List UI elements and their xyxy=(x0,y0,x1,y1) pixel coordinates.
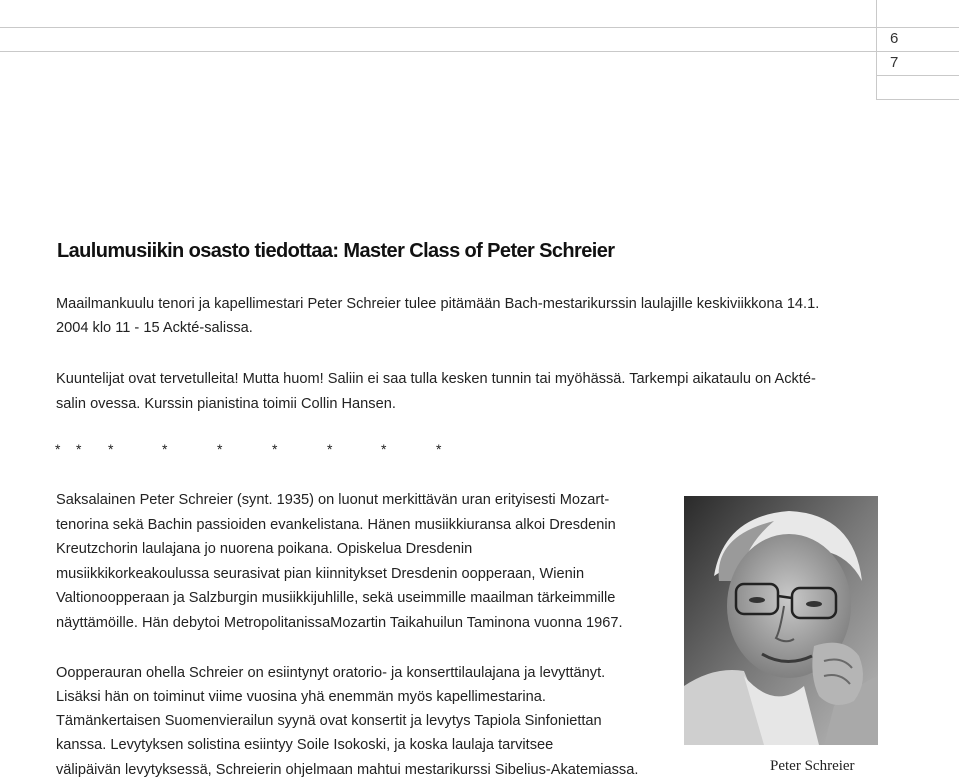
bio-line: välipäivän levytyksessä, Schreierin ohjelmaan mahtui mestarikurssi Sibelius-Akatemiassa. xyxy=(56,762,639,778)
header-rule-2 xyxy=(0,51,959,52)
header-rule-4 xyxy=(876,99,959,100)
bio-line: musiikkikorkeakoulussa seurasivat pian kiinnitykset Dresdenin oopperaan, Wienin xyxy=(56,566,585,582)
bio-line: näyttämöille. Hän debytoi MetropolitanissaMozartin Taikahuilun Taminona vuonna 1967. xyxy=(56,615,623,631)
header-rule-3 xyxy=(876,75,959,76)
page-number-7: 7 xyxy=(890,54,899,71)
portrait-illustration xyxy=(684,496,878,745)
bio-line: Kreutzchorin laulajana jo nuorena poikana. Opiskelua Dresdenin xyxy=(56,541,473,557)
separator-star: * xyxy=(272,441,278,457)
bio-line: tenorina sekä Bachin passioiden evankelistana. Hänen musiikkiuransa alkoi Dresdenin xyxy=(56,517,616,533)
bio-line: kanssa. Levytyksen solistina esiintyy Soile Isokoski, ja koska laulaja tarvitsee xyxy=(56,737,554,753)
page-title: Laulumusiikin osasto tiedottaa: Master Class of Peter Schreier xyxy=(57,240,615,262)
header-rule-1 xyxy=(0,27,959,28)
separator-star: * xyxy=(381,441,387,457)
bio-line: Lisäksi hän on toiminut viime vuosina yhä enemmän myös kapellimestarina. xyxy=(56,689,546,705)
bio-line: Saksalainen Peter Schreier (synt. 1935) on luonut merkittävän uran erityisesti Mozart- xyxy=(56,492,610,508)
separator-star: * xyxy=(76,441,82,457)
intro-line: Kuuntelijat ovat tervetulleita! Mutta huom! Saliin ei saa tulla kesken tunnin tai myöhässä. Tarkempi aikataulu on Ackté- xyxy=(56,371,816,387)
separator-star: * xyxy=(217,441,223,457)
separator-star: * xyxy=(108,441,114,457)
photo-caption: Peter Schreier xyxy=(770,758,855,774)
separator-star: * xyxy=(327,441,333,457)
separator-star: * xyxy=(436,441,442,457)
header-divider xyxy=(876,0,877,99)
separator-star: * xyxy=(55,441,61,457)
bio-line: Tämänkertaisen Suomenvierailun syynä ovat konsertit ja levytys Tapiola Sinfoniettan xyxy=(56,713,602,729)
bio-line: Valtionoopperaan ja Salzburgin musiikkijuhlille, sekä useimmille maailman tärkeimmille xyxy=(56,590,616,606)
intro-line: Maailmankuulu tenori ja kapellimestari Peter Schreier tulee pitämään Bach-mestarikurssin laulajille keskiviikkona 14.1. xyxy=(56,296,820,312)
bio-line: Oopperauran ohella Schreier on esiintynyt oratorio- ja konserttilaulajana ja levyttänyt. xyxy=(56,665,606,681)
intro-line: 2004 klo 11 - 15 Ackté-salissa. xyxy=(56,320,253,336)
portrait-photo xyxy=(684,496,878,745)
page-number-6: 6 xyxy=(890,30,899,47)
separator-star: * xyxy=(162,441,168,457)
intro-line: salin ovessa. Kurssin pianistina toimii Collin Hansen. xyxy=(56,396,396,412)
